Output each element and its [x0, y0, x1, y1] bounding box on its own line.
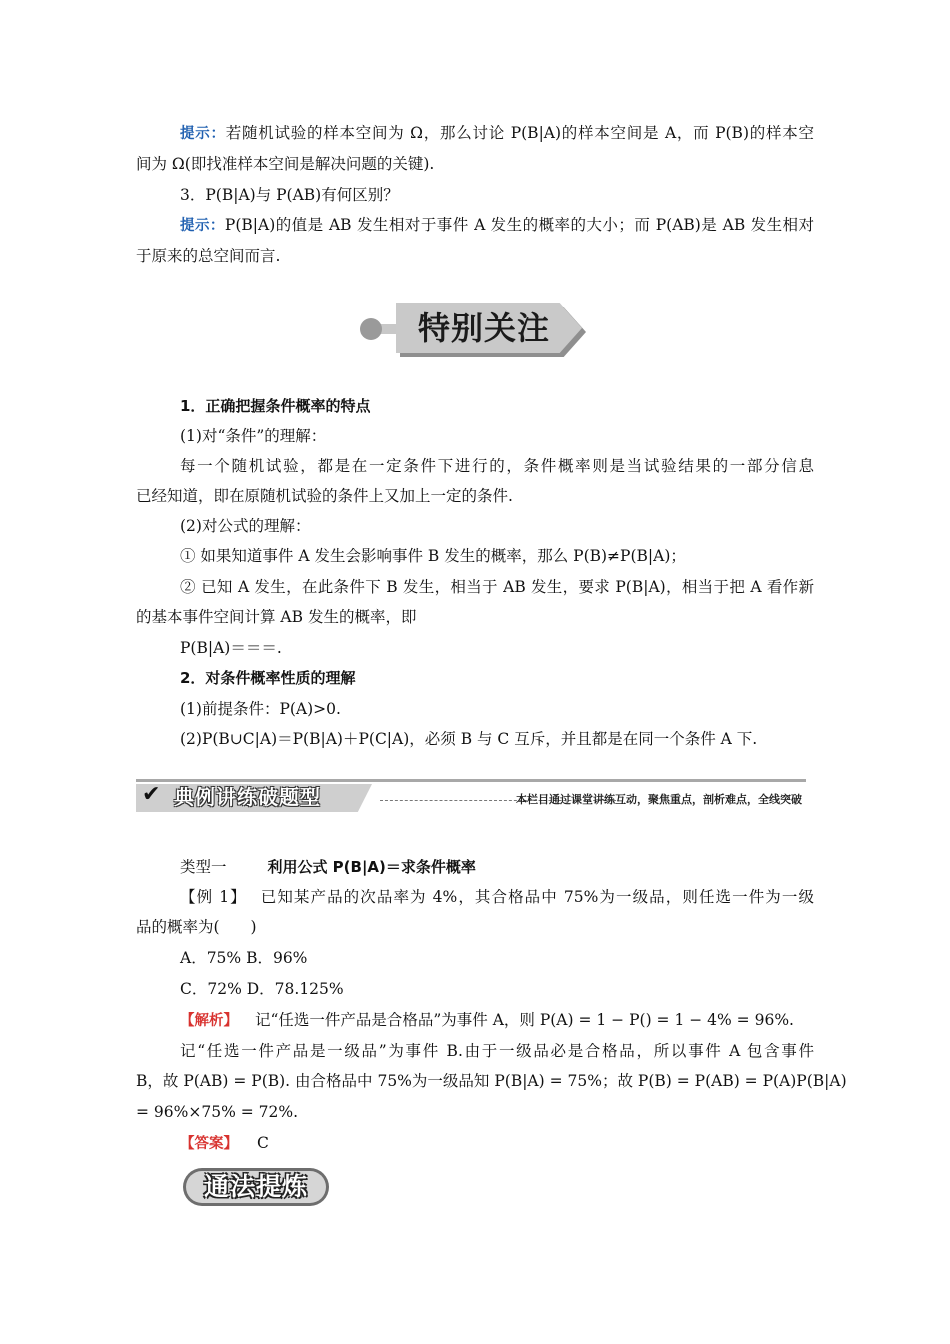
type-heading: [180, 856, 476, 878]
section-header-note: 本栏目通过课堂讲练互动，聚焦重点，剖析难点，全线突破: [516, 793, 802, 806]
special-attention-banner: [360, 303, 592, 357]
analysis-tag: 【解析】: [180, 1013, 238, 1029]
type-title: 利用公式 P(B|A)＝求条件概率: [267, 858, 476, 876]
banner-dot-icon: [360, 318, 382, 340]
example-q2: 品的概率为( ): [136, 918, 257, 936]
analysis-text1: 记“任选一件产品是合格品”为事件 A，则 P(A) = 1 − P() = 1 − 4% = 96%.: [254, 1011, 794, 1029]
hint2-label: 提示：: [180, 218, 225, 234]
note-p3: (2)对公式的理解：: [180, 517, 311, 535]
hint1-label: 提示：: [180, 126, 226, 142]
analysis-line4: = 96%×75% = 72%.: [136, 1103, 299, 1121]
example-tag: 【例 1】: [180, 888, 247, 906]
section-header: [136, 779, 806, 813]
note-p2b: 已经知道，即在原随机试验的条件上又加上一定的条件.: [136, 487, 513, 505]
hint1-text1: 若随机试验的样本空间为 Ω，那么讨论 P(B|A)的样本空间是 A，而 P(B)的样本空: [225, 124, 814, 142]
method-summary-badge: [183, 1168, 333, 1208]
analysis-line3: B，故 P(AB) = P(B). 由合格品中 75%为一级品知 P(B|A) = 75%；故 P(B) = P(AB) = P(A)P(B|A): [136, 1072, 847, 1090]
note-p8: (2)P(B∪C|A)＝P(B|A)＋P(C|A)，必须 B 与 C 互斥，并且都是在同一个条件 A 下.: [180, 730, 758, 748]
example-q1: [136, 886, 814, 908]
hint1-line2: 间为 Ω(即找准样本空间是解决问题的关键).: [136, 155, 435, 173]
answer-line: [180, 1132, 269, 1155]
hint2-text1: P(B|A)的值是 AB 发生相对于事件 A 发生的概率的大小；而 P(AB)是 AB 发生相对: [224, 216, 815, 234]
answer-value: C: [256, 1134, 269, 1152]
answer-tag: 【答案】: [180, 1136, 238, 1152]
note-heading-2: 2．对条件概率性质的理解: [180, 669, 356, 687]
note-p5a-text: ② 已知 A 发生，在此条件下 B 发生，相当于 AB 发生，要求 P(B|A)，相当于把 A 看作新: [180, 578, 814, 596]
badge-title: 通法提炼: [203, 1172, 308, 1201]
section-header-title: 典例讲练破题型: [174, 785, 321, 809]
question-3: 3．P(B|A)与 P(AB)有何区别？: [180, 186, 399, 204]
note-p2a-text: 每一个随机试验，都是在一定条件下进行的，条件概率则是当试验结果的一部分信息: [180, 457, 814, 475]
section-header-rule: [136, 779, 806, 782]
note-p1: (1)对“条件”的理解：: [180, 427, 327, 445]
hint2-line2: 于原来的总空间而言.: [136, 247, 281, 265]
note-p7: (1)前提条件：P(A)>0.: [180, 700, 341, 718]
note-p6: P(B|A)＝＝＝.: [180, 639, 282, 657]
type-label: 类型一: [180, 858, 227, 876]
note-p5a: [136, 576, 814, 598]
analysis-line1: [180, 1009, 794, 1032]
banner-title: 特别关注: [417, 309, 550, 347]
hint2-line1: [136, 214, 814, 237]
note-heading-1: 1．正确把握条件概率的特点: [180, 397, 371, 415]
example-q1-text: 已知某产品的次品率为 4%，其合格品中 75%为一级品，则任选一件为一级: [260, 888, 814, 906]
note-p5b: 的基本事件空间计算 AB 发生的概率，即: [136, 608, 417, 626]
note-p2a: [136, 455, 814, 477]
analysis-text2: 记“任选一件产品是一级品”为事件 B.由于一级品必是合格品，所以事件 A 包含事件: [180, 1042, 814, 1060]
example-options-1: A．75% B．96%: [180, 949, 308, 967]
checkmark-icon: ✔: [142, 782, 161, 807]
note-p4: ① 如果知道事件 A 发生会影响事件 B 发生的概率，那么 P(B)≠P(B|A)；: [180, 547, 686, 565]
example-options-2: C．72% D．78.125%: [180, 980, 344, 998]
hint1-line1: [136, 122, 814, 145]
analysis-line2: [136, 1040, 814, 1062]
